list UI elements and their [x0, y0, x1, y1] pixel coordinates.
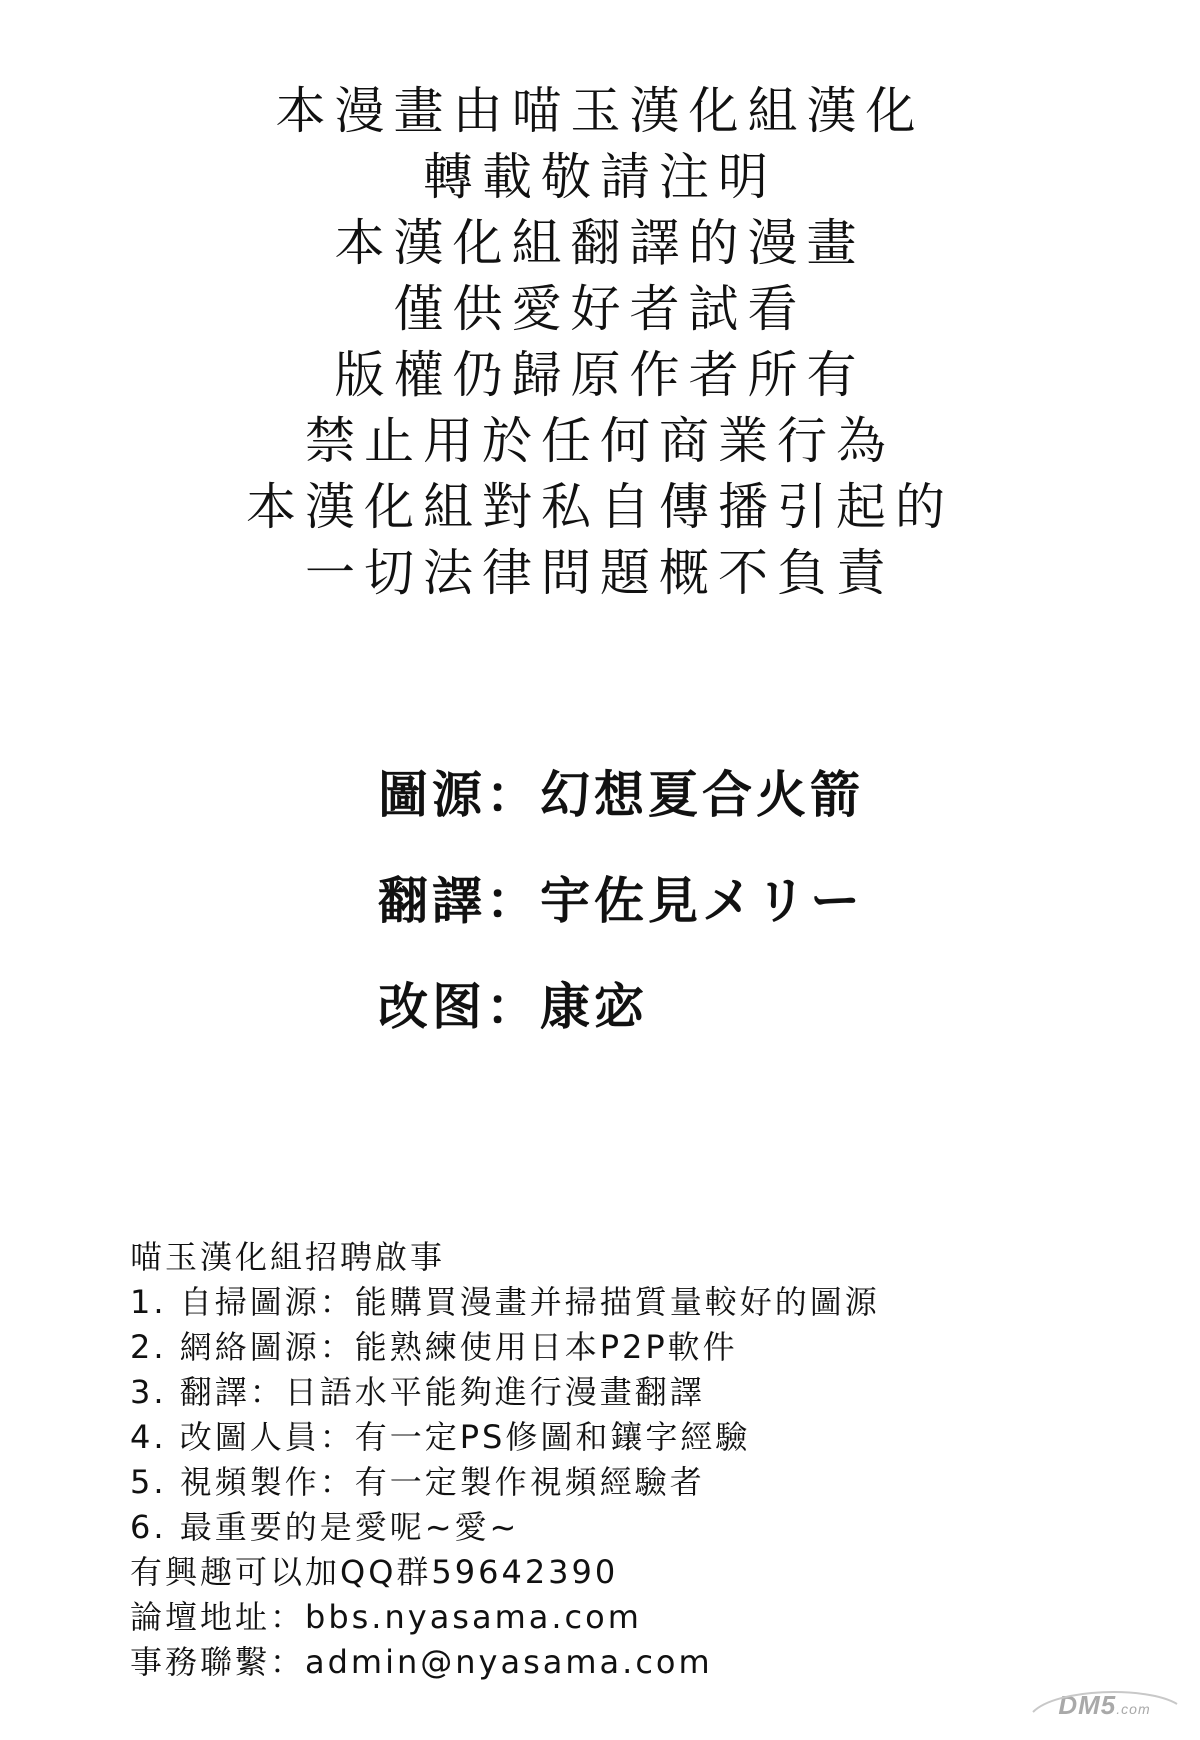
- recruitment-item-5: 5. 視頻製作：有一定製作視頻經驗者: [130, 1463, 705, 1501]
- dm5-watermark: [1027, 1682, 1182, 1728]
- recruitment-notice: [130, 1235, 1030, 1685]
- watermark-suffix: .com: [1116, 1700, 1151, 1717]
- swirl-icon: [1027, 1682, 1182, 1728]
- notice-line-3: 本漢化組翻譯的漫畫: [334, 214, 866, 272]
- credit-translation: [378, 864, 864, 970]
- recruitment-title: 喵玉漢化組招聘啟事: [130, 1238, 446, 1276]
- notice-line-8: 一切法律問題概不負責: [305, 544, 895, 602]
- notice-line-5: 版權仍歸原作者所有: [334, 346, 866, 404]
- credit-edit-value: 康宓: [540, 978, 648, 1036]
- credit-translation-label: 翻譯：: [378, 872, 540, 930]
- notice-line-6: 禁止用於任何商業行為: [305, 412, 895, 470]
- credit-source-value: 幻想夏合火箭: [540, 766, 864, 824]
- copyright-notice: [0, 78, 1200, 606]
- notice-line-1: 本漫畫由喵玉漢化組漢化: [275, 82, 925, 140]
- staff-credits: [378, 758, 864, 1076]
- credit-edit: [378, 970, 864, 1076]
- recruitment-list: [130, 1280, 1030, 1550]
- watermark-brand: DM5: [1058, 1689, 1117, 1720]
- recruitment-item-1: 1. 自掃圖源：能購買漫畫并掃描質量較好的圖源: [130, 1283, 880, 1321]
- credit-source: [378, 758, 864, 864]
- notice-line-2: 轉載敬請注明: [423, 148, 777, 206]
- credit-translation-value: 宇佐見メリー: [540, 872, 864, 930]
- recruitment-item-3: 3. 翻譯：日語水平能夠進行漫畫翻譯: [130, 1373, 705, 1411]
- notice-line-7: 本漢化組對私自傳播引起的: [246, 478, 954, 536]
- recruitment-item-2: 2. 網絡圖源：能熟練使用日本P2P軟件: [130, 1328, 738, 1366]
- qq-group-line: 有興趣可以加QQ群59642390: [130, 1553, 619, 1591]
- recruitment-item-4: 4. 改圖人員：有一定PS修圖和鑲字經驗: [130, 1418, 751, 1456]
- notice-line-4: 僅供愛好者試看: [393, 280, 807, 338]
- forum-address-line: 論壇地址：bbs.nyasama.com: [130, 1598, 642, 1636]
- credit-source-label: 圖源：: [378, 766, 540, 824]
- recruitment-item-6: 6. 最重要的是愛呢~愛~: [130, 1508, 520, 1546]
- credit-edit-label: 改图：: [378, 978, 540, 1036]
- contact-email-line: 事務聯繫：admin@nyasama.com: [130, 1643, 713, 1681]
